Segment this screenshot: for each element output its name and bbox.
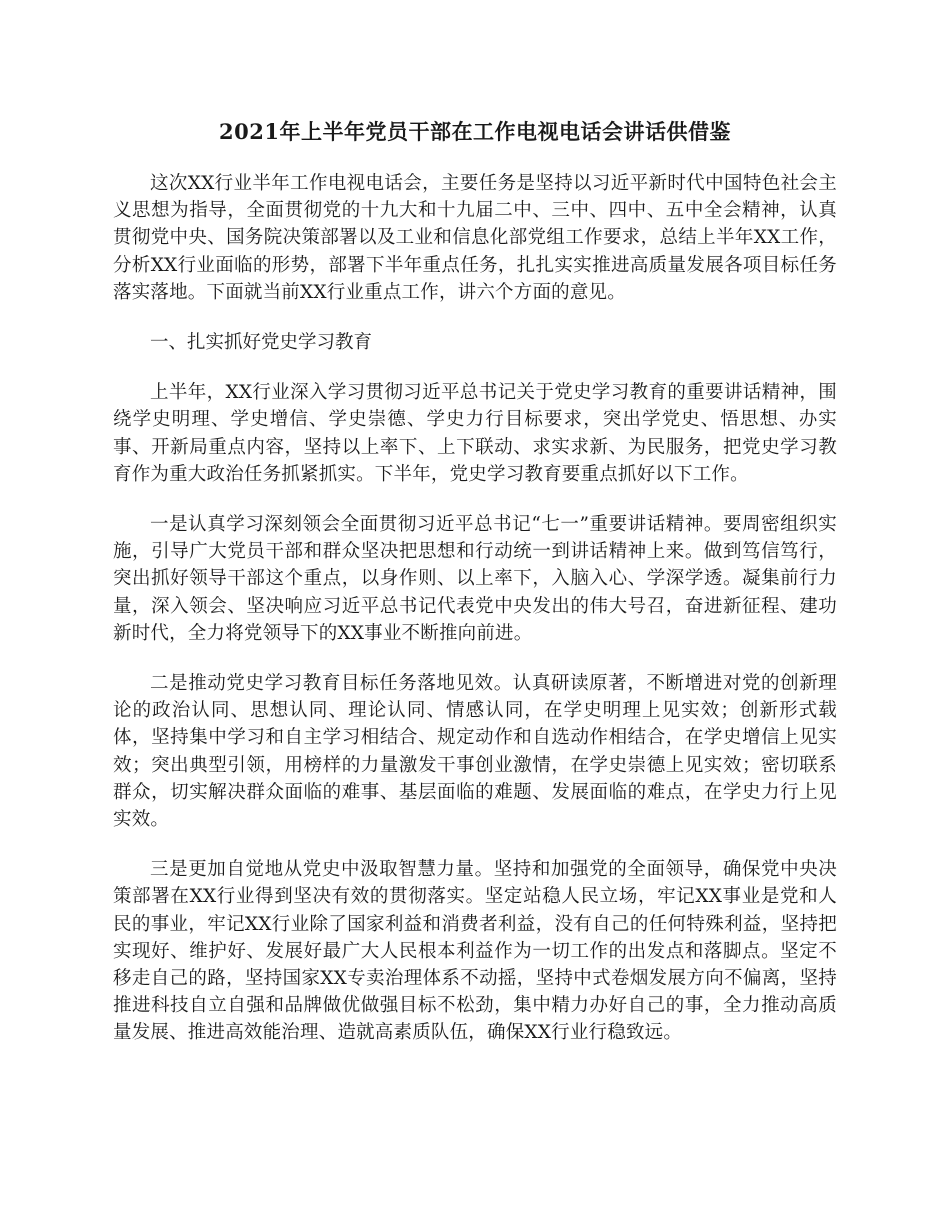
section-heading-1: 一、扎实抓好党史学习教育: [150, 332, 373, 354]
document-title: 2021年上半年党员干部在工作电视电话会讲话供借鉴: [219, 119, 731, 144]
paragraph-intro: 这次XX行业半年工作电视电话会，主要任务是坚持以习近平新时代中国特色社会主义思想为指导，全面贯彻党的十九大和十九届二中、三中、四中、五中全会精神，认真贯彻党中央、国务院决策部署以及工业和信息化部党组工作要求，总结上半年XX工作，分析XX行业面临的形势，部署下半年重点任务，扎扎实实推进高质量发展各项目标任务落实落地。下面就当前XX行业重点工作，讲六个方面的意见。: [113, 173, 837, 303]
document-body: [113, 170, 837, 1070]
paragraph-first-half-review: 上半年，XX行业深入学习贯彻习近平总书记关于党史学习教育的重要讲话精神，围绕学史明理、学史增信、学史崇德、学史力行目标要求，突出学党史、悟思想、办实事、开新局重点内容，坚持以上率下、上下联动、求实求新、为民服务，把党史学习教育作为重大政治任务抓紧抓实。下半年，党史学习教育要重点抓好以下工作。: [113, 382, 837, 485]
paragraph-point-3: 三是更加自觉地从党史中汲取智慧力量。坚持和加强党的全面领导，确保党中央决策部署在XX行业得到坚决有效的贯彻落实。坚定站稳人民立场，牢记XX事业是党和人民的事业，牢记XX行业除了国家利益和消费者利益，没有自己的任何特殊利益，坚持把实现好、维护好、发展好最广大人民根本利益作为一切工作的出发点和落脚点。坚定不移走自己的路，坚持国家XX专卖治理体系不动摇，坚持中式卷烟发展方向不偏离，坚持推进科技自立自强和品牌做优做强目标不松劲，集中精力办好自己的事，全力推动高质量发展、推进高效能治理、造就高素质队伍，确保XX行业行稳致远。: [113, 859, 837, 1044]
paragraph-point-2: 二是推动党史学习教育目标任务落地见效。认真研读原著，不断增进对党的创新理论的政治认同、思想认同、理论认同、情感认同，在学史明理上见实效；创新形式载体，坚持集中学习和自主学习相结合、规定动作和自选动作相结合，在学史增信上见实效；突出典型引领，用榜样的力量激发干事创业激情，在学史崇德上见实效；密切联系群众，切实解决群众面临的难事、基层面临的难题、发展面临的难点，在学史力行上见实效。: [113, 673, 837, 831]
paragraph-point-1: 一是认真学习深刻领会全面贯彻习近平总书记“七一”重要讲话精神。要周密组织实施，引导广大党员干部和群众坚决把思想和行动统一到讲话精神上来。做到笃信笃行，突出抓好领导干部这个重点，以身作则、以上率下，入脑入心、学深学透。凝集前行力量，深入领会、坚决响应习近平总书记代表党中央发出的伟大号召，奋进新征程、建功新时代，全力将党领导下的XX事业不断推向前进。: [113, 514, 837, 644]
